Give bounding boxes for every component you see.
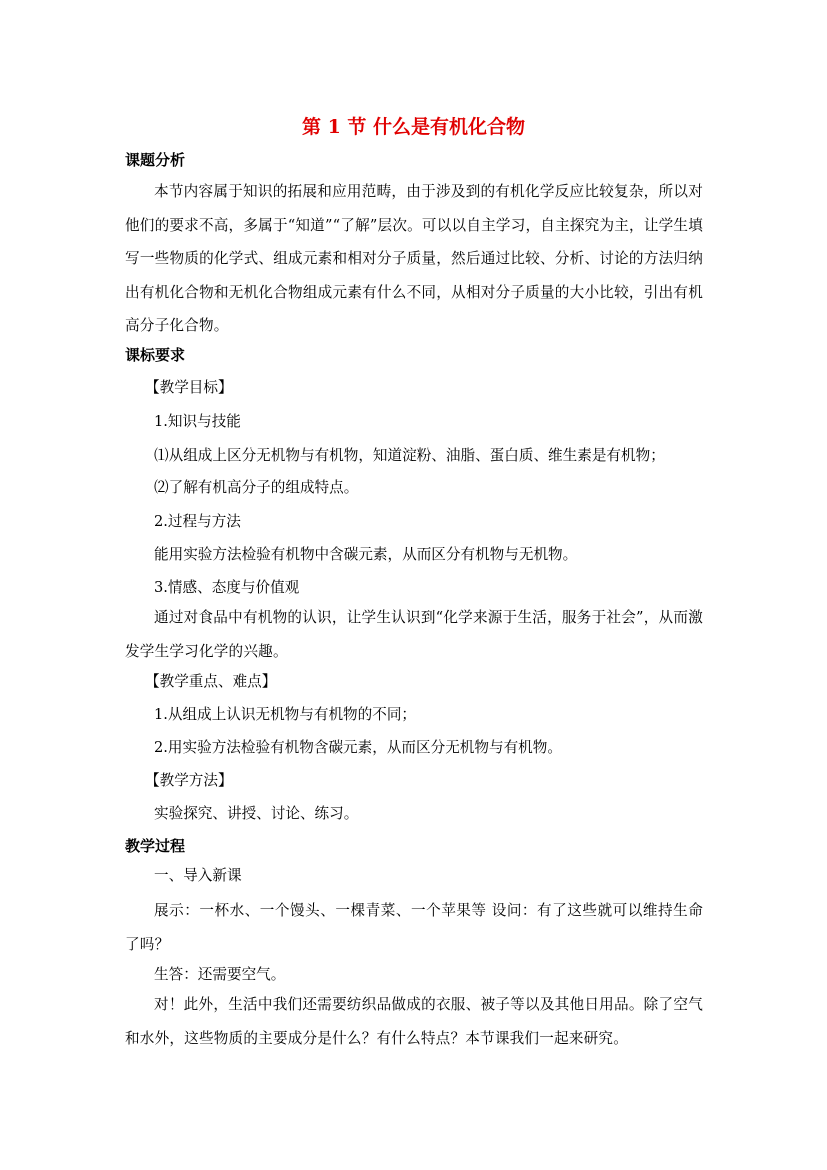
goals-label: 【教学目标】 <box>145 379 233 396</box>
section-heading-analysis: 课题分析 <box>125 151 186 169</box>
section-heading-requirements: 课标要求 <box>125 346 186 364</box>
key-point-2: 2.用实验方法检验有机物含碳元素，从而区分无机物与有机物。 <box>154 739 562 756</box>
process-step1: 一、导入新课 <box>154 867 242 884</box>
analysis-paragraph: 本节内容属于知识的拓展和应用范畴，由于涉及到的有机化学反应比较复杂，所以对他们的要求不高，多属于“知道”“了解”层次。可以以自主学习，自主探究为主，让学生填写一些物质的化学式、组成元素和相对分子质量，然后通过比较、分析、讨论的方法归纳出有机化合物和无机化合物组成元素有什么不同，从相对分子质量的大小比较，引出有机高分子化合物。 <box>125 183 704 334</box>
goal3-text: 通过对食品中有机物的认识，让学生认识到“化学来源于生活，服务于社会”，从而激发学生学习化学的兴趣。 <box>125 609 703 660</box>
goal2-title: 2.过程与方法 <box>154 513 241 530</box>
goal2-text: 能用实验方法检验有机物中含碳元素，从而区分有机物与无机物。 <box>154 546 578 563</box>
goal1-item2: ⑵了解有机高分子的组成特点。 <box>154 479 359 496</box>
section-heading-process: 教学过程 <box>125 837 186 855</box>
key-point-1: 1.从组成上认识无机物与有机物的不同； <box>154 706 417 723</box>
process-closing: 对！此外，生活中我们还需要纺织品做成的衣服、被子等以及其他日用品。除了空气和水外，这些物质的主要成分是什么？有什么特点？本节课我们一起来研究。 <box>125 996 703 1047</box>
goal1-item1: ⑴从组成上区分无机物与有机物，知道淀粉、油脂、蛋白质、维生素是有机物； <box>154 447 665 464</box>
method-text: 实验探究、讲授、讨论、练习。 <box>154 805 359 822</box>
process-answer: 生答：还需要空气。 <box>154 966 286 983</box>
page-title: 第 1 节 什么是有机化合物 <box>301 116 526 138</box>
method-label: 【教学方法】 <box>145 772 233 789</box>
goal3-title: 3.情感、态度与价值观 <box>154 579 300 596</box>
key-label: 【教学重点、难点】 <box>145 673 277 690</box>
goal1-title: 1.知识与技能 <box>154 413 241 430</box>
process-show-text: 展示：一杯水、一个馒头、一棵青菜、一个苹果等 设问：有了这些就可以维持生命了吗？ <box>125 902 703 953</box>
